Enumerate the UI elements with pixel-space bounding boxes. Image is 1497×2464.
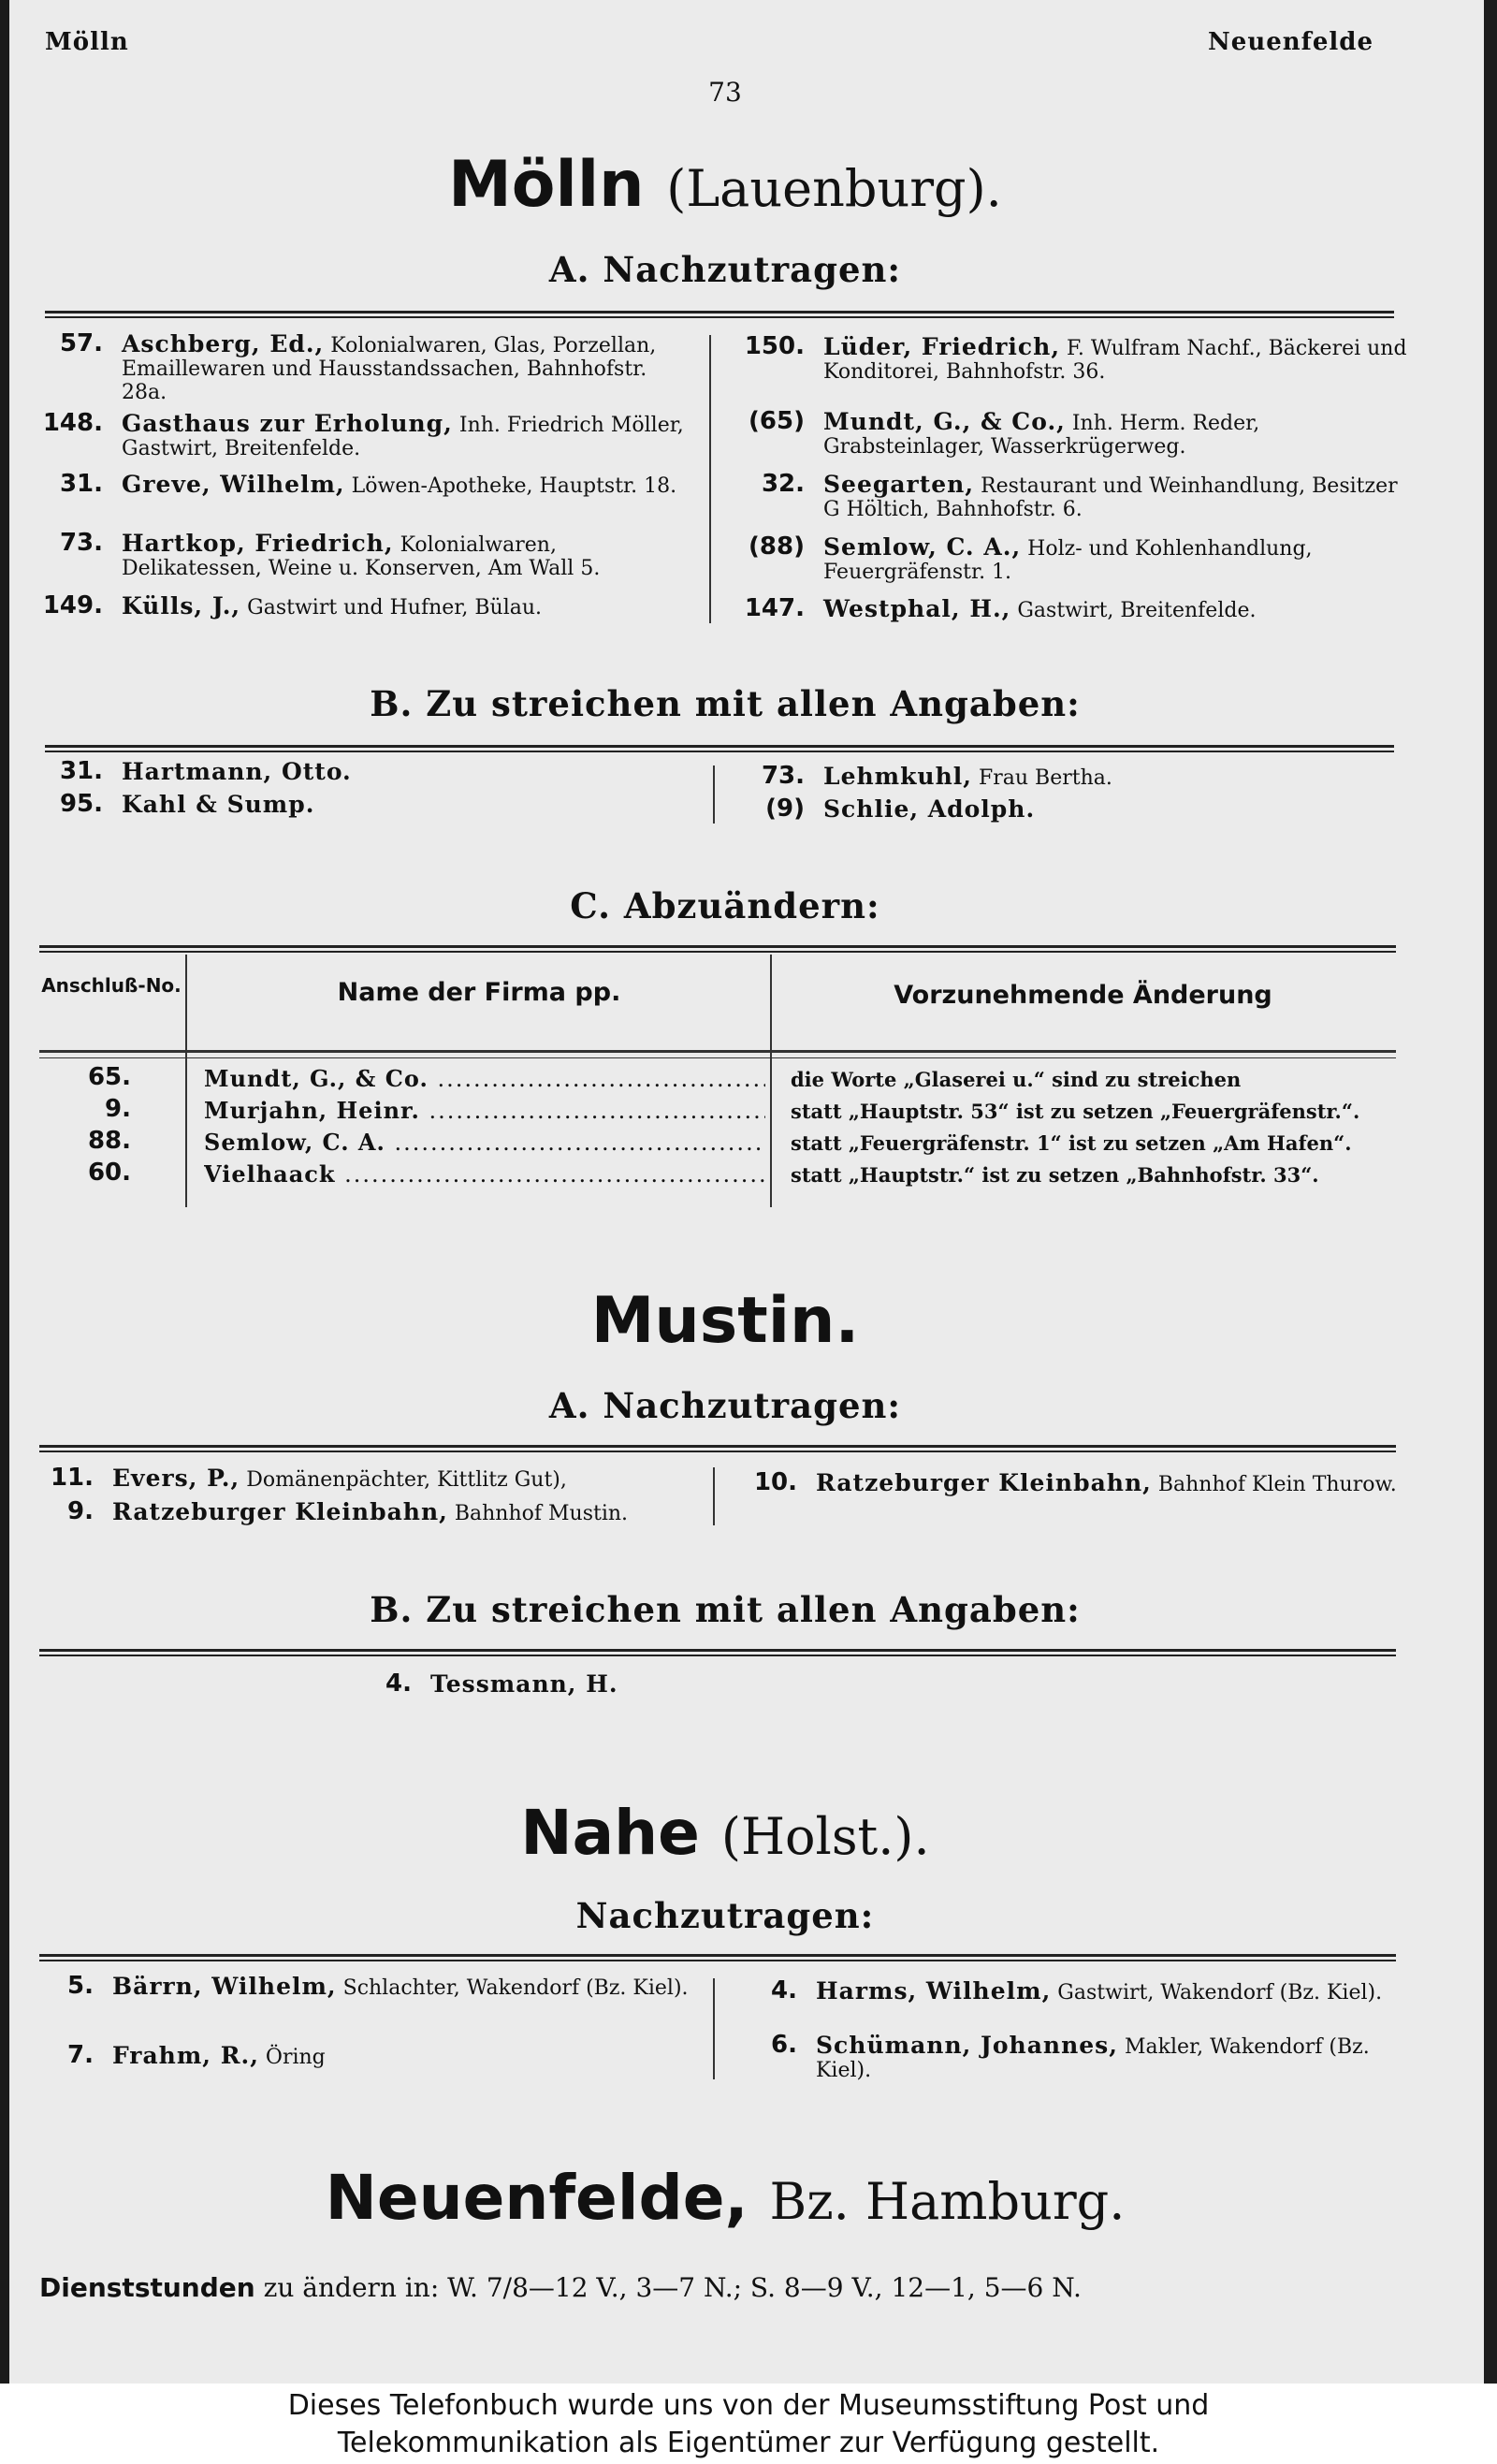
list-item: 4. Tessmann, H. [385,1669,618,1698]
list-item: 6. Schümann, Johannes, Makler, Wakendorf (Bz. Kiel). [771,2031,1370,2082]
list-item: 149. Külls, J., Gastwirt und Hufner, Bülau. [42,591,543,620]
place-title-mustin [9,1284,1441,1358]
attribution-line-2: Telekommunikation als Eigentümer zur Verfügung gestellt. [337,2427,1160,2459]
list-item: 31. Greve, Wilhelm, Löwen-Apotheke, Hauptstr. 18. [59,470,677,498]
attribution-footer [0,2384,1497,2464]
section-rule [45,311,1394,318]
section-heading: Nachzutragen: [575,1895,875,1936]
list-item: 5. Bärrn, Wilhelm, Schlachter, Wakendorf (Bz. Kiel). [67,1972,689,2000]
table-cell-no: 60. [87,1159,131,1187]
place-subtitle: Bz. Hamburg. [769,2172,1126,2231]
table-cell-change: statt „Hauptstr.“ ist zu setzen „Bahnhofstr. 33“. [791,1163,1319,1187]
section-heading: C. Abzuändern: [570,885,880,926]
list-item: 73. Lehmkuhl, Frau Bertha. [761,762,1112,790]
list-item: 11. Evers, P., Domänenpächter, Kittlitz Gut), [50,1464,567,1492]
place-name: Nahe [520,1797,700,1869]
list-item: 57. Aschberg, Ed., Kolonialwaren, Glas, Porzellan, Emaillewaren und Hausstandssachen, Bahnhofstr. 28a. [59,329,657,404]
table-cell-change: die Worte „Glaserei u.“ sind zu streichen [791,1068,1242,1091]
table-cell-no: 88. [87,1127,131,1155]
list-item: (65) Mundt, G., & Co., Inh. Herm. Reder, Grabsteinlager, Wasserkrügerweg. [748,407,1260,459]
table-cell-change: statt „Feuergräfenstr. 1“ ist zu setzen „Am Hafen“. [791,1131,1352,1155]
section-heading: A. Nachzutragen: [548,249,902,290]
section-rule [39,1649,1396,1656]
list-item: 9. Ratzeburger Kleinbahn, Bahnhof Mustin. [67,1497,629,1525]
column-divider [713,1978,715,2079]
list-item: 148. Gasthaus zur Erholung, Inh. Friedrich Möller, Gastwirt, Breitenfelde. [42,409,684,460]
place-name: Neuenfelde, [325,2162,748,2234]
column-header-no: Anschluß-No. [41,974,182,997]
list-item: (88) Semlow, C. A., Holz- und Kohlenhandlung, Feuergräfenstr. 1. [748,532,1313,584]
table-cell-name: Semlow, C. A. ..... [204,1129,765,1156]
section-rule [39,1445,1396,1452]
office-hours-line [39,2272,1082,2303]
table-cell-name: Vielhaack ..... [204,1160,765,1188]
section-heading: B. Zu streichen mit allen Angaben: [370,1589,1081,1630]
section-heading: A. Nachzutragen: [548,1385,902,1426]
column-divider [709,335,711,623]
list-item: 73. Hartkop, Friedrich, Kolonialwaren, Delikatessen, Weine u. Konserven, Am Wall 5. [59,529,601,580]
list-item: 32. Seegarten, Restaurant und Weinhandlung, Besitzer G Höltich, Bahnhofstr. 6. [761,470,1398,521]
column-divider [713,1467,715,1525]
running-header-right: Neuenfelde [1208,28,1373,56]
column-divider [713,765,715,824]
table-cell-name: Murjahn, Heinr. ..... [204,1097,765,1124]
column-header-change: Vorzunehmende Änderung [894,981,1272,1010]
attribution-line-1: Dieses Telefonbuch wurde uns von der Museumsstiftung Post und [287,2389,1210,2422]
place-title-neuenfelde [9,2162,1441,2234]
place-name: Mustin. [590,1284,860,1358]
list-item: 150. Lüder, Friedrich, F. Wulfram Nachf., Bäckerei und Konditorei, Bahnhofstr. 36. [744,332,1407,384]
office-hours-label: Dienststunden [39,2272,255,2303]
list-item: 147. Westphal, H., Gastwirt, Breitenfelde. [744,594,1257,622]
page-number: 73 [708,77,742,108]
place-subtitle: (Lauenburg). [666,159,1002,218]
table-cell-no: 65. [87,1063,131,1091]
place-title-moelln [9,148,1441,222]
table-cell-name: Mundt, G., & Co. ..... [204,1065,765,1092]
table-cell-no: 9. [105,1095,131,1123]
table-cell-change: statt „Hauptstr. 53“ ist zu setzen „Feuergräfenstr.“. [791,1100,1360,1123]
list-item: 95. Kahl & Sump. [59,790,315,818]
section-rule [45,745,1394,752]
list-item: 7. Frahm, R., Öring [67,2041,326,2069]
place-title-nahe [9,1797,1441,1869]
place-subtitle: (Holst.). [720,1807,930,1866]
column-header-name: Name der Firma pp. [337,978,621,1007]
section-rule [39,1954,1396,1961]
place-name: Mölln [448,148,645,222]
list-item: 10. Ratzeburger Kleinbahn, Bahnhof Klein Thurow. [753,1468,1397,1496]
section-heading: B. Zu streichen mit allen Angaben: [370,683,1081,724]
running-header-left: Mölln [45,28,129,56]
list-item: 4. Harms, Wilhelm, Gastwirt, Wakendorf (Bz. Kiel). [771,1976,1383,2005]
office-hours-text: zu ändern in: W. 7/8—12 V., 3—7 N.; S. 8—9 V., 12—1, 5—6 N. [263,2272,1082,2303]
list-item: (9) Schlie, Adolph. [765,795,1036,823]
list-item: 31. Hartmann, Otto. [59,757,352,785]
